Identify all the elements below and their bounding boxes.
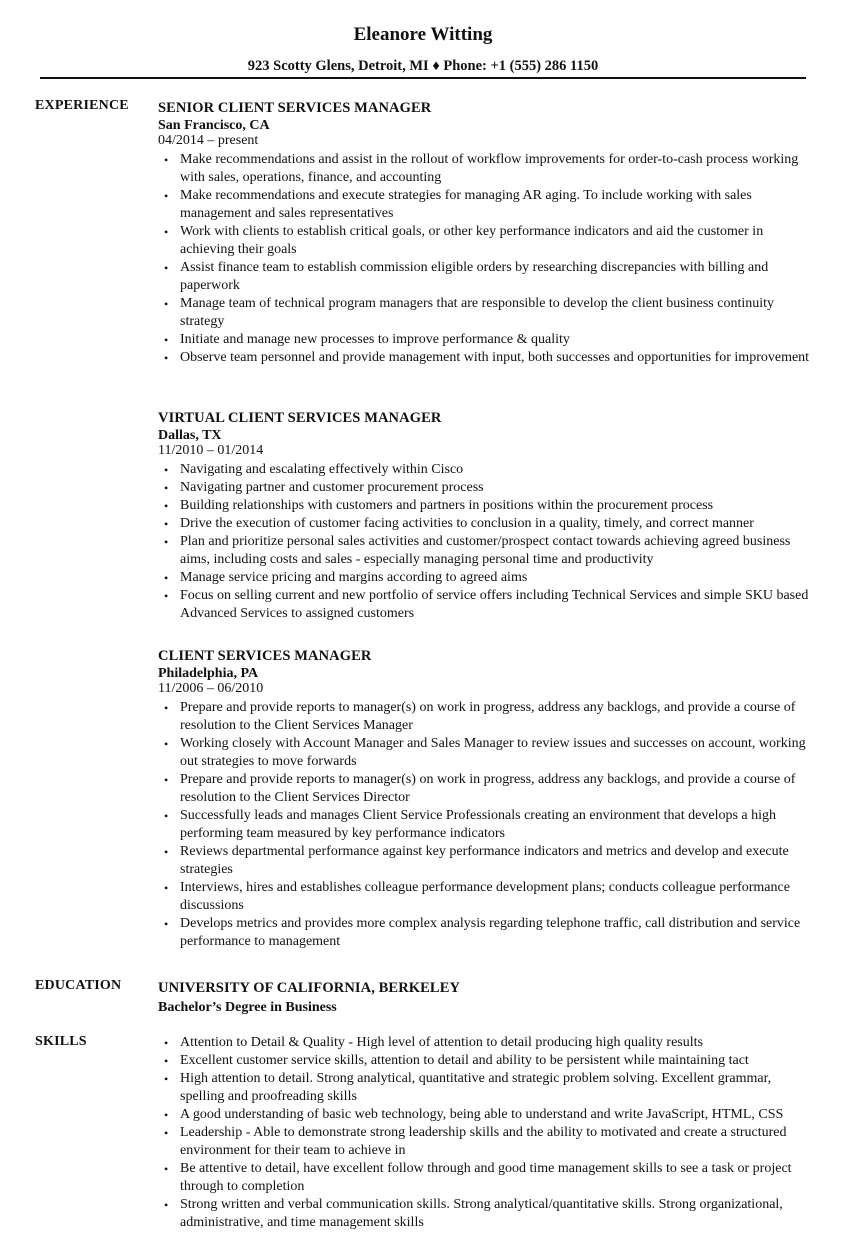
job-location: Dallas, TX xyxy=(158,428,222,443)
list-item: • Be attentive to detail, have excellent follow through and good time management skills to see a task or project through to completion xyxy=(180,1160,818,1196)
list-item: • Interviews, hires and establishes colleague performance development plans; conducts colleague performance discussions xyxy=(180,879,818,915)
list-item: • Initiate and manage new processes to improve performance & quality xyxy=(180,331,818,349)
job-title: SENIOR CLIENT SERVICES MANAGER xyxy=(158,100,432,116)
list-item: • Focus on selling current and new portfolio of service offers including Technical Services and simple SKU based Advanced Services to assigned customers xyxy=(180,587,818,623)
list-item: • Reviews departmental performance against key performance indicators and metrics and develop and execute strategies xyxy=(180,843,818,879)
list-item: • High attention to detail. Strong analytical, quantitative and strategic problem solving. Excellent grammar, spelling and proofreading skills xyxy=(180,1070,818,1106)
job-bullet-list xyxy=(158,461,818,623)
job-title: VIRTUAL CLIENT SERVICES MANAGER xyxy=(158,410,442,426)
degree: Bachelor’s Degree in Business xyxy=(158,1000,337,1015)
candidate-name: Eleanore Witting xyxy=(353,24,493,45)
list-item: • Develops metrics and provides more complex analysis regarding telephone traffic, call distribution and service performance to management xyxy=(180,915,818,951)
job-title: CLIENT SERVICES MANAGER xyxy=(158,648,372,664)
list-item: • Attention to Detail & Quality - High level of attention to detail producing high quality results xyxy=(180,1034,818,1052)
list-item: • Drive the execution of customer facing activities to conclusion in a quality, timely, and correct manner xyxy=(180,515,818,533)
list-item: • Prepare and provide reports to manager(s) on work in progress, address any backlogs, and provide a course of resolution to the Client Services Director xyxy=(180,771,818,807)
list-item: • Make recommendations and assist in the rollout of workflow improvements for order-to-cash process working with sales, operations, finance, and accounting xyxy=(180,151,818,187)
job-dates: 04/2014 – present xyxy=(158,133,259,148)
list-item: • Excellent customer service skills, attention to detail and ability to be persistent while maintaining tact xyxy=(180,1052,818,1070)
list-item: • Building relationships with customers and partners in positions within the procurement process xyxy=(180,497,818,515)
list-item: • Work with clients to establish critical goals, or other key performance indicators and aid the customer in achieving their goals xyxy=(180,223,818,259)
list-item: • Leadership - Able to demonstrate strong leadership skills and the ability to motivated and create a structured environment for their team to achieve in xyxy=(180,1124,818,1160)
list-item: • Manage team of technical program managers that are responsible to develop the client business continuity strategy xyxy=(180,295,818,331)
job-entry xyxy=(158,647,818,951)
list-item: • Manage service pricing and margins according to agreed aims xyxy=(180,569,818,587)
job-dates: 11/2006 – 06/2010 xyxy=(158,681,264,696)
section-heading-education: EDUCATION xyxy=(35,978,122,993)
job-bullet-list xyxy=(158,151,818,367)
education-entry xyxy=(158,979,818,1016)
list-item: • Assist finance team to establish commission eligible orders by researching discrepancies with billing and paperwork xyxy=(180,259,818,295)
job-dates: 11/2010 – 01/2014 xyxy=(158,443,264,458)
job-location: San Francisco, CA xyxy=(158,118,270,133)
contact-line: 923 Scotty Glens, Detroit, MI ♦ Phone: +1 (555) 286 1150 xyxy=(247,58,599,74)
list-item: • Observe team personnel and provide management with input, both successes and opportunities for improvement xyxy=(180,349,818,367)
list-item: • Strong written and verbal communication skills. Strong analytical/quantitative skills. Strong organizational, administrative, and time management skills xyxy=(180,1196,818,1232)
list-item: • Navigating partner and customer procurement process xyxy=(180,479,818,497)
section-heading-experience: EXPERIENCE xyxy=(35,98,129,113)
job-entry xyxy=(158,409,818,623)
job-location: Philadelphia, PA xyxy=(158,666,259,681)
school-name: UNIVERSITY OF CALIFORNIA, BERKELEY xyxy=(158,980,461,996)
list-item: • Navigating and escalating effectively within Cisco xyxy=(180,461,818,479)
skills-block xyxy=(158,1034,818,1232)
list-item: • Make recommendations and execute strategies for managing AR aging. To include working with sales management and sales representatives xyxy=(180,187,818,223)
header-divider xyxy=(40,77,806,79)
list-item: • A good understanding of basic web technology, being able to understand and write JavaScript, HTML, CSS xyxy=(180,1106,818,1124)
list-item: • Successfully leads and manages Client Service Professionals creating an environment that develops a high performing team measured by key performance indicators xyxy=(180,807,818,843)
job-entry xyxy=(158,99,818,367)
section-heading-skills: SKILLS xyxy=(35,1034,87,1049)
job-bullet-list xyxy=(158,699,818,951)
list-item: • Working closely with Account Manager and Sales Manager to review issues and successes on account, working out strategies to move forwards xyxy=(180,735,818,771)
list-item: • Plan and prioritize personal sales activities and customer/prospect contact towards achieving agreed business aims, including costs and sales - especially managing personal time and productivity xyxy=(180,533,818,569)
list-item: • Prepare and provide reports to manager(s) on work in progress, address any backlogs, and provide a course of resolution to the Client Services Manager xyxy=(180,699,818,735)
skills-list xyxy=(158,1034,818,1232)
